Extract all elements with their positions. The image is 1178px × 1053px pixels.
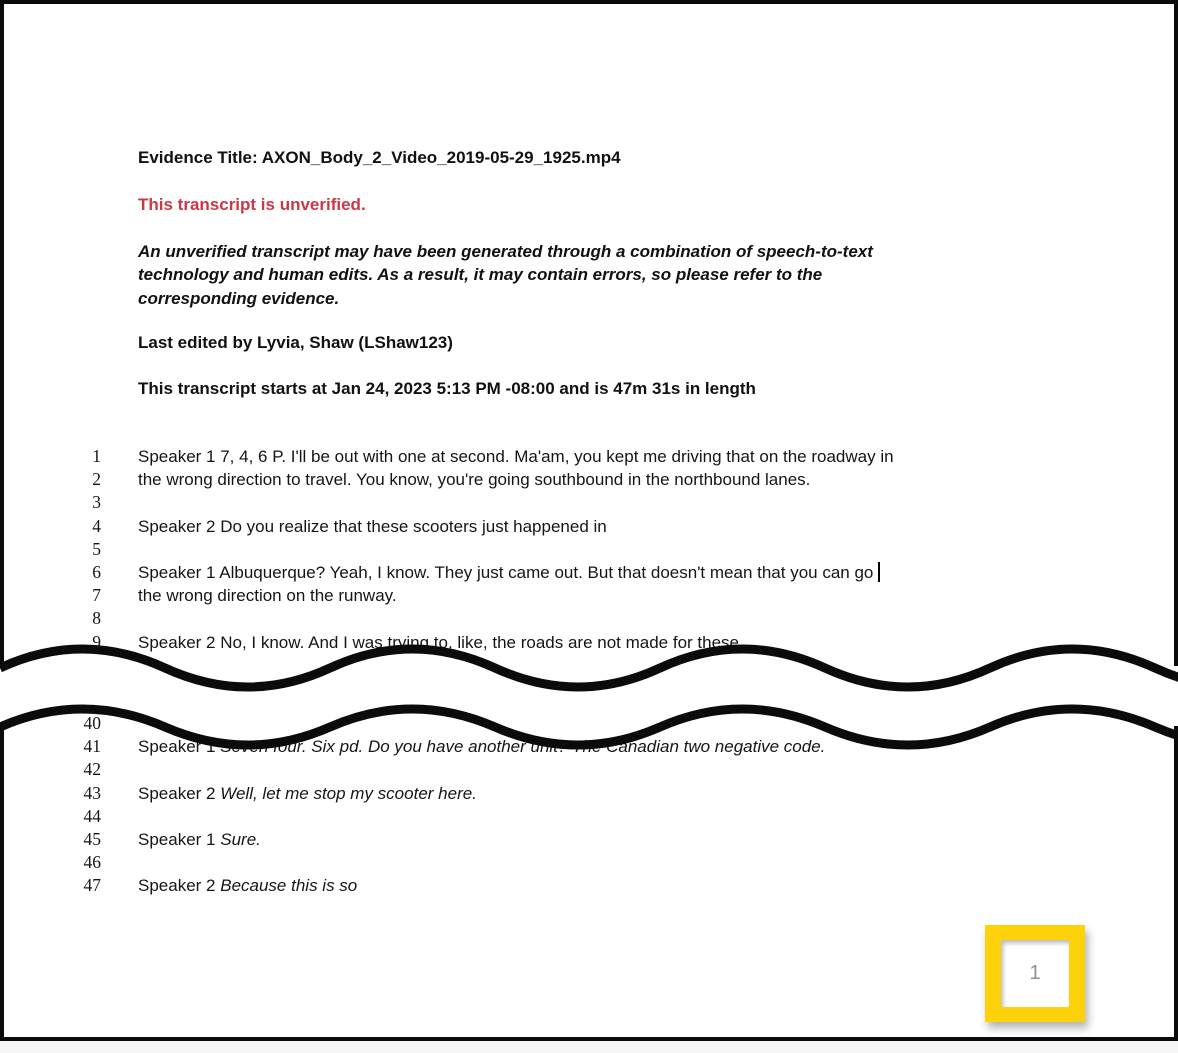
transcript-row [0,782,1178,805]
line-number: 6 [92,561,101,582]
transcript-segment: the wrong direction on the runway. [138,586,397,606]
transcript-text[interactable] [138,515,607,538]
transcript-row [0,584,1178,607]
evidence-title: Evidence Title: AXON_Body_2_Video_2019-05-29_1925.mp4 [138,148,621,167]
line-number: 5 [92,538,101,559]
last-edited-line: Last edited by Lyvia, Shaw (LShaw123) [138,333,453,352]
transcript-segment: Speaker 2 [138,783,221,803]
line-number: 41 [83,736,101,757]
transcript-text[interactable] [138,782,477,805]
disclaimer-line: technology and human edits. As a result, it may contain errors, so please refer to the [138,265,823,285]
line-number: 1 [92,446,101,466]
disclaimer-paragraph [138,240,873,310]
transcript-upper-block [0,445,1178,654]
line-number: 43 [83,782,101,803]
transcript-segment-italic: Because this is so [220,876,358,896]
line-number: 47 [83,875,101,896]
transcript-segment: Speaker 2 No, I know. And I was trying to, like, the roads are not made for these, [138,632,744,652]
line-number: 9 [92,631,101,652]
transcript-segment-italic: Seven four. Six pd. Do you have another unit? The Canadian two negative code. [220,737,826,757]
page-number-box[interactable] [985,925,1085,1022]
transcript-row [0,607,1178,630]
transcript-row [0,515,1178,538]
text-cursor-icon [878,562,880,582]
line-number: 7 [92,585,101,606]
disclaimer-line: corresponding evidence. [138,288,340,308]
transcript-row [0,491,1178,514]
transcript-info-line: This transcript starts at Jan 24, 2023 5:13 PM -08:00 and is 47m 31s in length [138,379,756,398]
line-number: 42 [83,759,101,780]
transcript-row [0,445,1178,468]
transcript-segment: Speaker 1 Albuquerque? Yeah, I know. They just came out. But that doesn't mean that you can go [138,562,874,582]
transcript-text[interactable] [138,584,397,607]
unverified-notice: This transcript is unverified. [138,195,366,214]
line-number: 40 [83,713,101,733]
transcript-text[interactable] [138,561,880,584]
viewer-bottom-strip [0,1041,1178,1053]
line-number: 2 [92,469,101,490]
transcript-segment: Speaker 1 [138,737,221,757]
transcript-text[interactable] [138,828,261,851]
line-number: 45 [83,828,101,849]
transcript-row [0,851,1178,874]
transcript-row [0,538,1178,561]
transcript-row [0,874,1178,897]
page-number: 1 [1001,940,1069,1007]
transcript-segment: the wrong direction to travel. You know, you're going southbound in the northbound lanes. [138,470,811,490]
line-number: 46 [83,852,101,873]
transcript-row [0,805,1178,828]
transcript-segment: Speaker 1 [138,829,221,849]
line-number: 44 [83,805,101,826]
transcript-row [0,828,1178,851]
transcript-row [0,561,1178,584]
transcript-row [0,468,1178,491]
line-number: 8 [92,608,101,629]
transcript-segment: Speaker 1 7, 4, 6 P. I'll be out with one at second. Ma'am, you kept me driving that on the roadway in [138,447,894,466]
transcript-text[interactable] [138,468,810,491]
disclaimer-line: An unverified transcript may have been generated through a combination of speech-to-text [138,242,873,261]
transcript-segment: Speaker 2 Do you realize that these scooters just happened in [138,516,607,536]
transcript-segment-italic: Sure. [220,829,261,849]
line-number: 4 [92,515,101,536]
transcript-text[interactable] [138,445,894,468]
transcript-text[interactable] [138,874,357,897]
transcript-segment: Speaker 2 [138,876,221,896]
transcript-segment-italic: Well, let me stop my scooter here. [220,783,477,803]
line-number: 3 [92,492,101,513]
torn-edge-wave-bottom-icon [0,689,1178,765]
page-border-top [0,0,1178,4]
